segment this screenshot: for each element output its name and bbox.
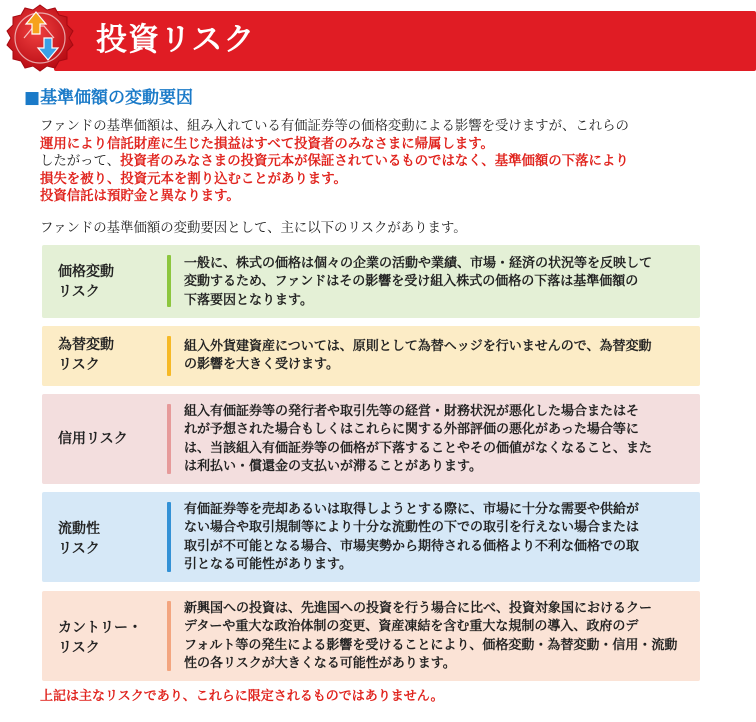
- intro-line-3-plain: したがって、: [40, 154, 121, 169]
- risk-label-line2: リスク: [58, 357, 100, 373]
- risk-desc-line: 下落要因となります。: [184, 292, 313, 308]
- intro-paragraph: [40, 118, 745, 206]
- risk-label-line1: カントリー・: [58, 620, 142, 636]
- intro-line-3-red: 投資者のみなさまの投資元本が保証されているものではなく、基準価額の下落により: [120, 154, 629, 169]
- risk-label-line1: 信用リスク: [58, 431, 128, 447]
- section-title-text: 基準価額の変動要因: [40, 88, 194, 108]
- risk-label: [58, 262, 114, 302]
- risk-desc-line: 一般に、株式の価格は個々の企業の活動や業績、市場・経済の状況等を反映して: [184, 256, 653, 271]
- risk-box-liquidity: [42, 492, 700, 582]
- risk-desc-line: 取引が不可能となる場合、市場実勢から期待される価格より不利な価格での取: [184, 538, 640, 554]
- risk-desc-line: は、当該組入有価証券等の価格が下落することやその価値がなくなること、また: [184, 440, 653, 456]
- intro-line-4: 損失を被り、投資元本を割り込むことがあります。: [40, 171, 347, 187]
- risk-label-line1: 流動性: [58, 521, 100, 537]
- lead-text: ファンドの基準価額の変動要因として、主に以下のリスクがあります。: [40, 221, 467, 236]
- risk-label: [58, 519, 100, 559]
- risk-label-line1: 為替変動: [58, 337, 114, 353]
- intro-line-3: [40, 153, 745, 171]
- risk-box-price: [42, 245, 700, 318]
- risk-label-line2: リスク: [58, 640, 100, 656]
- risk-desc-line: れが予想された場合もしくはこれらに関する外部評価の悪化があった場合等に: [184, 422, 639, 438]
- section-marker: ■: [24, 88, 41, 108]
- risk-desc-line: の影響を大きく受けます。: [184, 357, 339, 373]
- risk-box-credit: [42, 394, 700, 484]
- risk-label: [58, 335, 114, 375]
- risk-desc-line: 変動するため、ファンドはその影響を受け組入株式の価格の下落は基準価額の: [184, 274, 639, 290]
- section-title: [24, 86, 193, 110]
- risk-box-fx: [42, 326, 700, 386]
- risk-label-line1: 価格変動: [58, 264, 114, 280]
- risk-description: [184, 338, 694, 375]
- risk-label-line2: リスク: [58, 541, 100, 557]
- footer-note: 上記は主なリスクであり、これらに限定されるものではありません。: [40, 689, 444, 704]
- risk-desc-line: 組入外貨建資産については、原則として為替ヘッジを行いませんので、為替変動: [184, 339, 652, 354]
- risk-bar: [167, 255, 171, 307]
- page-title: 投資リスク: [96, 22, 256, 58]
- risk-desc-line: フォルト等の発生による影響を受けることにより、価格変動・為替変動・信用・流動: [184, 637, 678, 653]
- intro-line-2: 運用により信託財産に生じた損益はすべて投資者のみなさまに帰属します。: [40, 136, 494, 152]
- risk-desc-line: 性の各リスクが大きくなる可能性があります。: [184, 655, 456, 671]
- risk-label: [58, 429, 128, 449]
- risk-label-line2: リスク: [58, 284, 100, 300]
- risk-desc-line: ない場合や取引規制等により十分な流動性の下での取引を行えない場合または: [184, 520, 640, 536]
- risk-desc-line: 引となる可能性があります。: [184, 556, 352, 572]
- intro-line-5: 投資信託は預貯金と異なります。: [40, 189, 240, 204]
- risk-bar: [167, 404, 171, 474]
- risk-desc-line: 新興国への投資は、先進国への投資を行う場合に比べ、投資対象国におけるクー: [184, 601, 653, 616]
- risk-bar: [167, 502, 171, 572]
- risk-desc-line: デターや重大な政治体制の変更、資産凍結を含む重大な規制の導入、政府のデ: [184, 619, 639, 635]
- risk-label: [58, 618, 142, 658]
- risk-description: [184, 255, 694, 310]
- risk-bar: [167, 601, 171, 671]
- header: [0, 0, 756, 76]
- risk-desc-line: 組入有価証券等の発行者や取引先等の経営・財務状況が悪化した場合またはそ: [184, 404, 640, 419]
- risk-up-down-arrows-icon: [2, 2, 78, 74]
- risk-bar: [167, 336, 171, 376]
- risk-desc-line: 有価証券等を売却あるいは取得しようとする際に、市場に十分な需要や供給が: [184, 502, 640, 517]
- risk-description: [184, 501, 694, 574]
- risk-desc-line: は利払い・償還金の支払いが滞ることがあります。: [184, 458, 482, 474]
- risk-description: [184, 403, 694, 476]
- risk-description: [184, 600, 694, 673]
- risk-box-country: [42, 591, 700, 681]
- intro-line-1: ファンドの基準価額は、組み入れている有価証券等の価格変動による影響を受けますが、これらの: [40, 119, 629, 134]
